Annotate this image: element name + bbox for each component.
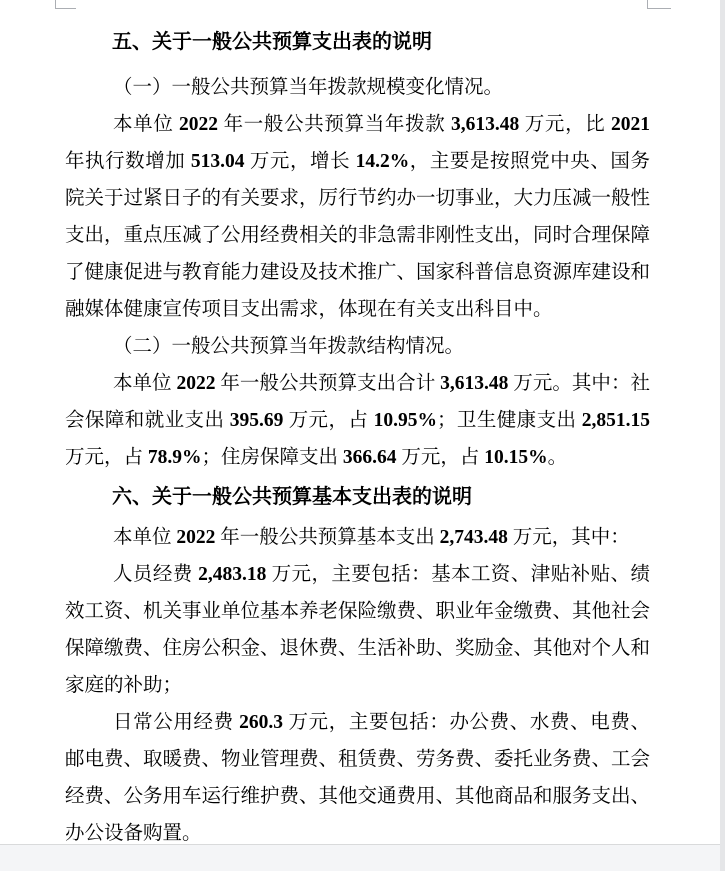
- numeric-value: 2,483.18: [198, 564, 267, 585]
- numeric-value: 2021: [610, 114, 650, 135]
- margin-corner-mark-top-left-icon: [55, 0, 76, 9]
- paragraph: 本单位 2022 年一般公共预算支出合计 3,613.48 万元。其中：社会保障和就业支出 395.69 万元，占 10.95%；卫生健康支出 2,851.15 万元，占 78.9%；住房保障支出 366.64 万元，占 10.15%。: [65, 373, 650, 468]
- paragraph: 本单位 2022 年一般公共预算当年拨款 3,613.48 万元，比 2021 年执行数增加 513.04 万元，增长 14.2%，主要是按照党中央、国务院关于过紧日子的有关要求，厉行节约办一切事业，大力压减一般性支出，重点压减了公用经费相关的非急需非刚性支出，同时合理保障了健康促进与教育能力建设及技术推广、国家科普信息资源库建设和融媒体健康宣传项目支出需求，体现在有关支出科目中。: [65, 114, 651, 320]
- numeric-value: 3,613.48: [450, 114, 520, 135]
- numeric-value: 2,851.15: [581, 410, 650, 431]
- numeric-value: 10.95%: [373, 410, 437, 431]
- section-heading: 五、关于一般公共预算支出表的说明: [112, 31, 432, 53]
- paragraph: 日常公用经费 260.3 万元，主要包括：办公费、水费、电费、邮电费、取暖费、物业管理费、租赁费、劳务费、委托业务费、工会经费、公务用车运行维护费、其他交通费用、其他商品和服务支出、办公设备购置。: [65, 712, 651, 844]
- numeric-value: 78.9%: [147, 447, 202, 468]
- numeric-value: 513.04: [190, 151, 245, 172]
- numeric-value: 366.64: [342, 447, 397, 468]
- paragraph: 人员经费 2,483.18 万元，主要包括：基本工资、津贴补贴、绩效工资、机关事业单位基本养老保险缴费、职业年金缴费、其他社会保障缴费、住房公积金、退休费、生活补助、奖励金、其他对个人和家庭的补助；: [65, 564, 651, 696]
- numeric-value: 2,743.48: [439, 527, 508, 548]
- right-gutter: [720, 0, 725, 871]
- numeric-value: 2022: [176, 373, 216, 394]
- document-body: [65, 24, 650, 852]
- numeric-value: 14.2%: [355, 151, 410, 172]
- numeric-value: 2022: [179, 114, 219, 135]
- paragraph: （二）一般公共预算当年拨款结构情况。: [113, 336, 465, 357]
- numeric-value: 395.69: [229, 410, 284, 431]
- paragraph: 本单位 2022 年一般公共预算基本支出 2,743.48 万元，其中：: [113, 527, 630, 548]
- numeric-value: 3,613.48: [440, 373, 509, 394]
- section-heading: 六、关于一般公共预算基本支出表的说明: [112, 486, 472, 508]
- numeric-value: 260.3: [239, 712, 284, 733]
- page-bottom-gap: [0, 845, 720, 871]
- numeric-value: 2022: [176, 527, 216, 548]
- paragraph: （一）一般公共预算当年拨款规模变化情况。: [113, 77, 504, 98]
- margin-corner-mark-top-right-icon: [647, 0, 671, 9]
- numeric-value: 10.15%: [484, 447, 548, 468]
